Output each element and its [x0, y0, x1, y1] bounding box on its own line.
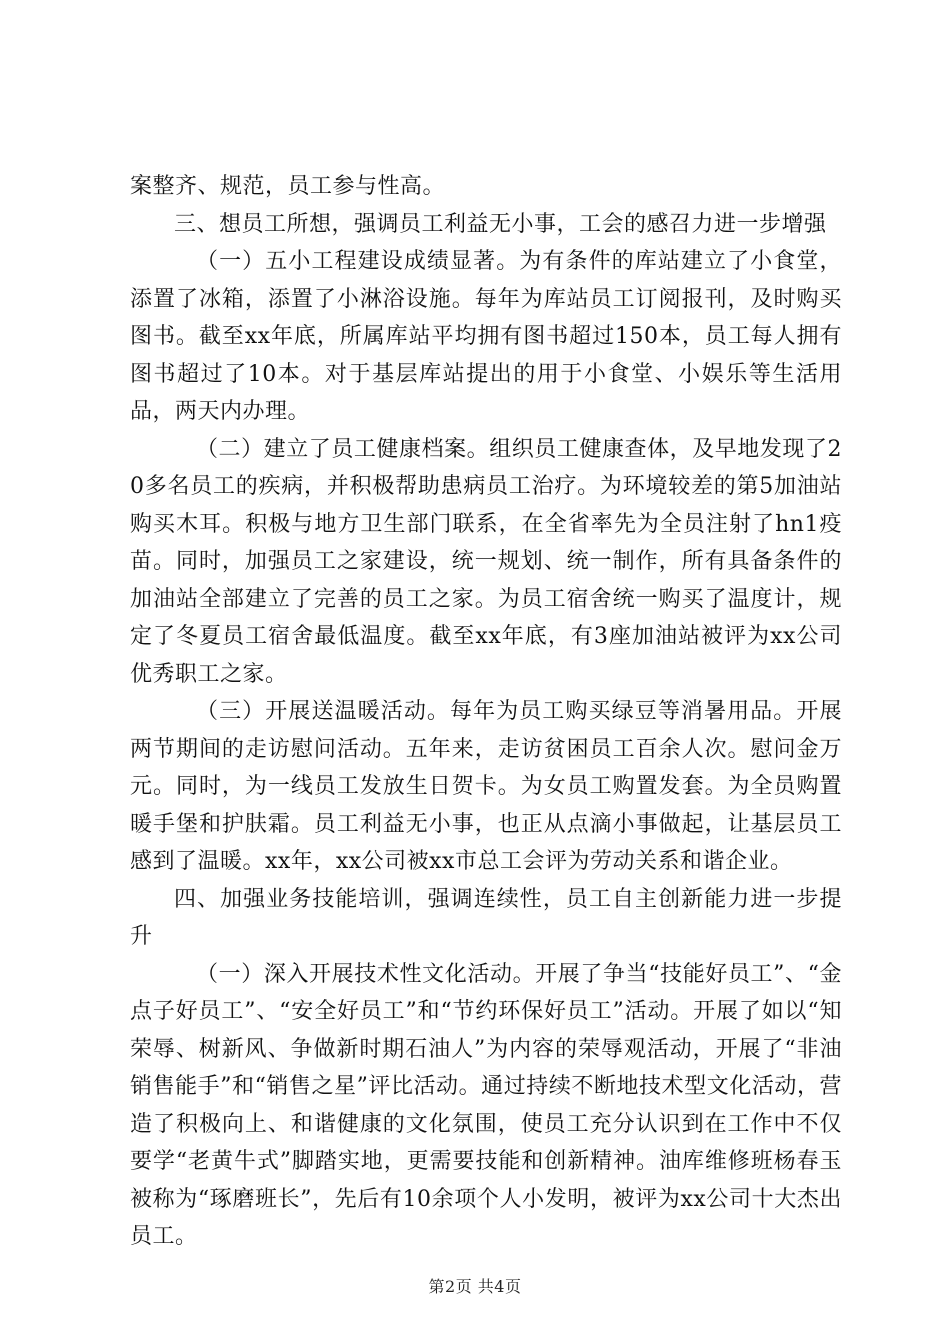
document-body — [130, 168, 842, 1256]
section-heading-4: 四、加强业务技能培训，强调连续性，员工自主创新能力进一步提升 — [130, 886, 842, 949]
page-footer: 第2页 共4页 — [428, 1277, 522, 1296]
paragraph-4-1: （一）深入开展技术性文化活动。开展了争当“技能好员工”、“金点子好员工”、“安全好员工”和“节约环保好员工”活动。开展了如以“知荣辱、树新风、争做新时期石油人”为内容的荣辱观活动，开展了“非油销售能手”和“销售之星”评比活动。通过持续不断地技术型文化活动，营造了积极向上、和谐健康的文化氛围，使员工充分认识到在工作中不仅要学“老黄牛式”脚踏实地，更需要技能和创新精神。油库维修班杨春玉被称为“琢磨班长”，先后有10余项个人小发明，被评为xx公司十大杰出员工。 — [130, 961, 842, 1249]
paragraph-1: 案整齐、规范，员工参与性高。 — [130, 174, 446, 199]
paragraph-3-3: （三）开展送温暖活动。每年为员工购买绿豆等消暑用品。开展两节期间的走访慰问活动。五年来，走访贫困员工百余人次。慰问金万元。同时，为一线员工发放生日贺卡。为女员工购置发套。为全员购置暖手堡和护肤霜。员工利益无小事，也正从点滴小事做起，让基层员工感到了温暖。xx年，xx公司被xx市总工会评为劳动关系和谐企业。 — [130, 699, 842, 874]
paragraph-3-1: （一）五小工程建设成绩显著。为有条件的库站建立了小食堂，添置了冰箱，添置了小淋浴设施。每年为库站员工订阅报刊，及时购买图书。截至xx年底，所属库站平均拥有图书超过150本，员工每人拥有图书超过了10本。对于基层库站提出的用于小食堂、小娱乐等生活用品，两天内办理。 — [130, 249, 842, 424]
paragraph-3-2: （二）建立了员工健康档案。组织员工健康查体，及早地发现了20多名员工的疾病，并积极帮助患病员工治疗。为环境较差的第5加油站购买木耳。积极与地方卫生部门联系，在全省率先为全员注射了hn1疫苗。同时，加强员工之家建设，统一规划、统一制作，所有具备条件的加油站全部建立了完善的员工之家。为员工宿舍统一购买了温度计，规定了冬夏员工宿舍最低温度。截至xx年底，有3座加油站被评为xx公司优秀职工之家。 — [130, 436, 842, 687]
section-heading-3: 三、想员工所想，强调员工利益无小事，工会的感召力进一步增强 — [174, 211, 827, 237]
